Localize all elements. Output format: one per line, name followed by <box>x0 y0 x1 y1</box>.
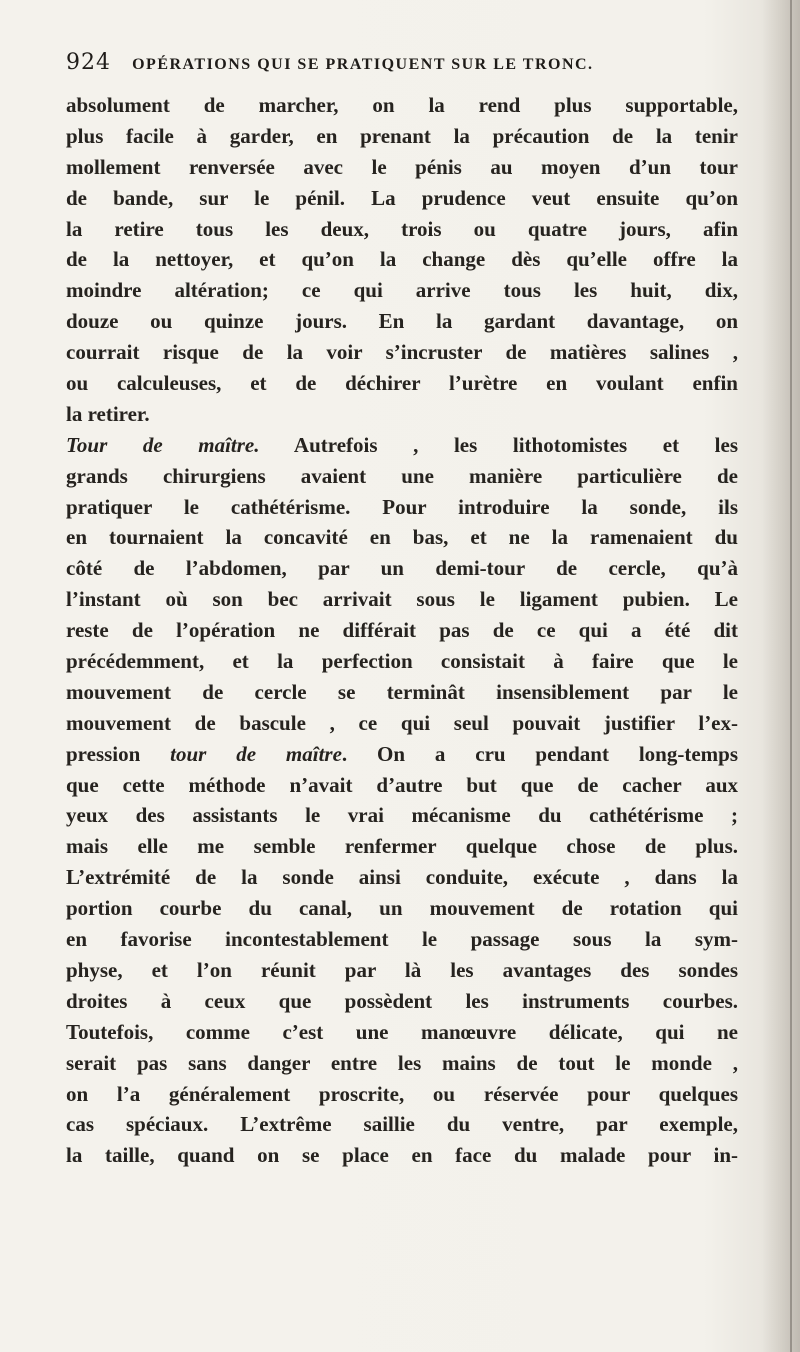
text-line: la retirer. <box>66 401 150 426</box>
text-line: mouvement de bascule , ce qui seul pouvait justifier l’ex- <box>66 710 738 735</box>
text-line: de bande, sur le pénil. La prudence veut ensuite qu’on <box>66 185 738 210</box>
text-line: L’extrémité de la sonde ainsi conduite, exécute , dans la <box>66 865 738 890</box>
text-line: en tournaient la concavité en bas, et ne la ramenaient du <box>66 525 738 550</box>
text-line: courrait risque de la voir s’incruster de matières salines , <box>66 340 738 365</box>
text-line: précédemment, et la perfection consistait à faire que le <box>66 649 738 674</box>
text-line: cas spéciaux. L’extrême saillie du ventre, par exemple, <box>66 1112 738 1137</box>
text-line: grands chirurgiens avaient une manière particulière de <box>66 463 738 488</box>
text-line: plus facile à garder, en prenant la précaution de la tenir <box>66 123 738 148</box>
text-line: moindre altération; ce qui arrive tous les huit, dix, <box>66 278 738 303</box>
text-line: douze ou quinze jours. En la gardant davantage, on <box>66 309 738 334</box>
text-line: pratiquer le cathétérisme. Pour introduire la sonde, ils <box>66 494 738 519</box>
section-heading-italic: Tour de maître. <box>66 432 260 457</box>
text-fragment: . On a cru pendant long-temps <box>341 741 738 766</box>
text-line: en favorise incontestablement le passage sous la sym- <box>66 927 738 952</box>
page-number: 924 <box>66 50 111 75</box>
text-line: mollement renversée avec le pénis au moyen d’un tour <box>66 154 738 179</box>
text-line: côté de l’abdomen, par un demi-tour de cercle, qu’à <box>66 556 738 581</box>
text-line: droites à ceux que possèdent les instruments courbes. <box>66 988 738 1013</box>
text-line: la retire tous les deux, trois ou quatre jours, afin <box>66 216 738 241</box>
text-line: reste de l’opération ne différait pas de ce qui a été dit <box>66 618 738 643</box>
text-line: physe, et l’on réunit par là les avantages des sondes <box>66 957 738 982</box>
text-line: Toutefois, comme c’est une manœuvre délicate, qui ne <box>66 1019 738 1044</box>
text-line: mouvement de cercle se terminât insensiblement par le <box>66 679 738 704</box>
text-line: absolument de marcher, on la rend plus supportable, <box>66 93 738 117</box>
text-line: mais elle me semble renfermer quelque chose de plus. <box>66 834 738 859</box>
running-title: OPÉRATIONS QUI SE PRATIQUENT SUR LE TRONC. <box>132 56 594 73</box>
text-line: yeux des assistants le vrai mécanisme du cathétérisme ; <box>66 803 738 828</box>
text-line: la taille, quand on se place en face du malade pour in- <box>66 1143 738 1168</box>
paragraph-start-line <box>66 430 738 461</box>
text-line: ou calculeuses, et de déchirer l’urètre en voulant enfin <box>66 371 738 396</box>
text-line: que cette méthode n’avait d’autre but que de cacher aux <box>66 772 738 797</box>
text-line: on l’a généralement proscrite, ou réservée pour quelques <box>66 1081 738 1106</box>
running-header <box>66 50 746 86</box>
text-line: de la nettoyer, et qu’on la change dès qu’elle offre la <box>66 247 738 272</box>
page-edge-shadow <box>762 0 800 1352</box>
text-line: l’instant où son bec arrivait sous le ligament pubien. Le <box>66 587 738 612</box>
text-fragment: Autrefois , les lithotomistes et les <box>259 432 738 457</box>
italic-expression: tour de maître <box>170 741 342 766</box>
text-fragment: pression <box>66 741 171 766</box>
text-line: serait pas sans danger entre les mains de tout le monde , <box>66 1050 738 1075</box>
text-line: portion courbe du canal, un mouvement de rotation qui <box>66 896 738 921</box>
body-text <box>66 90 738 1171</box>
page-edge-line <box>790 0 792 1352</box>
text-line-with-italic <box>66 739 738 770</box>
